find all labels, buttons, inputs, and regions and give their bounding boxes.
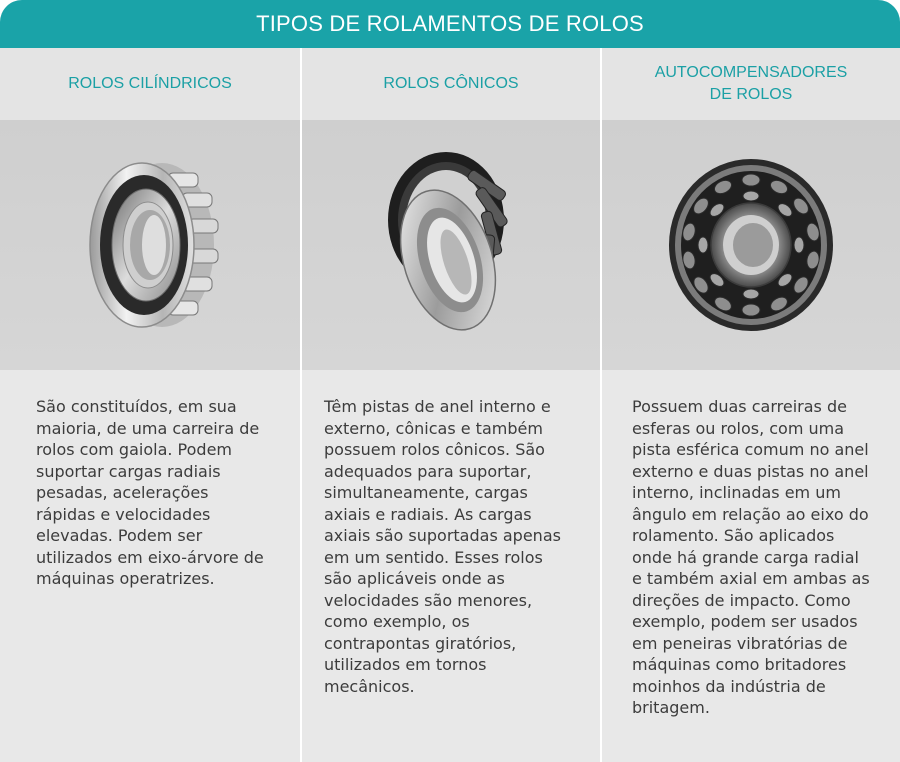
- column-description: São constituídos, em sua maioria, de uma carreira de rolos com gaiola. Podem suportar cargas radiais pesadas, acelerações rápidas e velocidades elevadas. Podem ser utilizados em eixo-árvore de máquinas operatrizes.: [36, 397, 264, 588]
- column-title-line: AUTOCOMPENSADORES: [654, 64, 848, 81]
- column-spherical: [600, 48, 900, 762]
- page-title: TIPOS DE ROLAMENTOS DE ROLOS: [0, 0, 900, 48]
- column-description: Têm pistas de anel interno e externo, cônicas e também possuem rolos cônicos. São adequados para suportar, simultaneamente, cargas axiais e radiais. As cargas axiais são suportadas apenas em um sentido. Esses rolos são aplicáveis onde as velocidades são menores, como exemplo, os contrapontas giratórios, utilizados em tornos mecânicos.: [324, 397, 561, 696]
- cylindrical-roller-bearing-icon: [70, 145, 230, 345]
- column-title-line: ROLOS CILÍNDRICOS: [68, 75, 232, 92]
- bearing-photo: [602, 120, 900, 370]
- spherical-roller-bearing-icon: [661, 150, 841, 340]
- column-description: Possuem duas carreiras de esferas ou rolos, com uma pista esférica comum no anel externo e duas pistas no anel interno, inclinadas em um ângulo em relação ao eixo do rolamento. São aplicados onde há grande carga radial e também axial em ambas as direções de impacto. Como exemplo, podem ser usados em peneiras vibratórias de máquinas como britadores moinhos da indústria de britagem.: [632, 397, 870, 717]
- column-cylindrical: [0, 48, 300, 762]
- bearing-photo: [302, 120, 600, 370]
- column-header: [302, 48, 600, 120]
- bearing-photo: [0, 120, 300, 370]
- tapered-roller-bearing-icon: [366, 140, 536, 350]
- column-tapered: [300, 48, 600, 762]
- column-title-line: DE ROLOS: [709, 86, 793, 103]
- column-title-line: ROLOS CÔNICOS: [383, 75, 519, 92]
- bearing-columns: [0, 48, 900, 762]
- column-header: [602, 48, 900, 120]
- column-header: [0, 48, 300, 120]
